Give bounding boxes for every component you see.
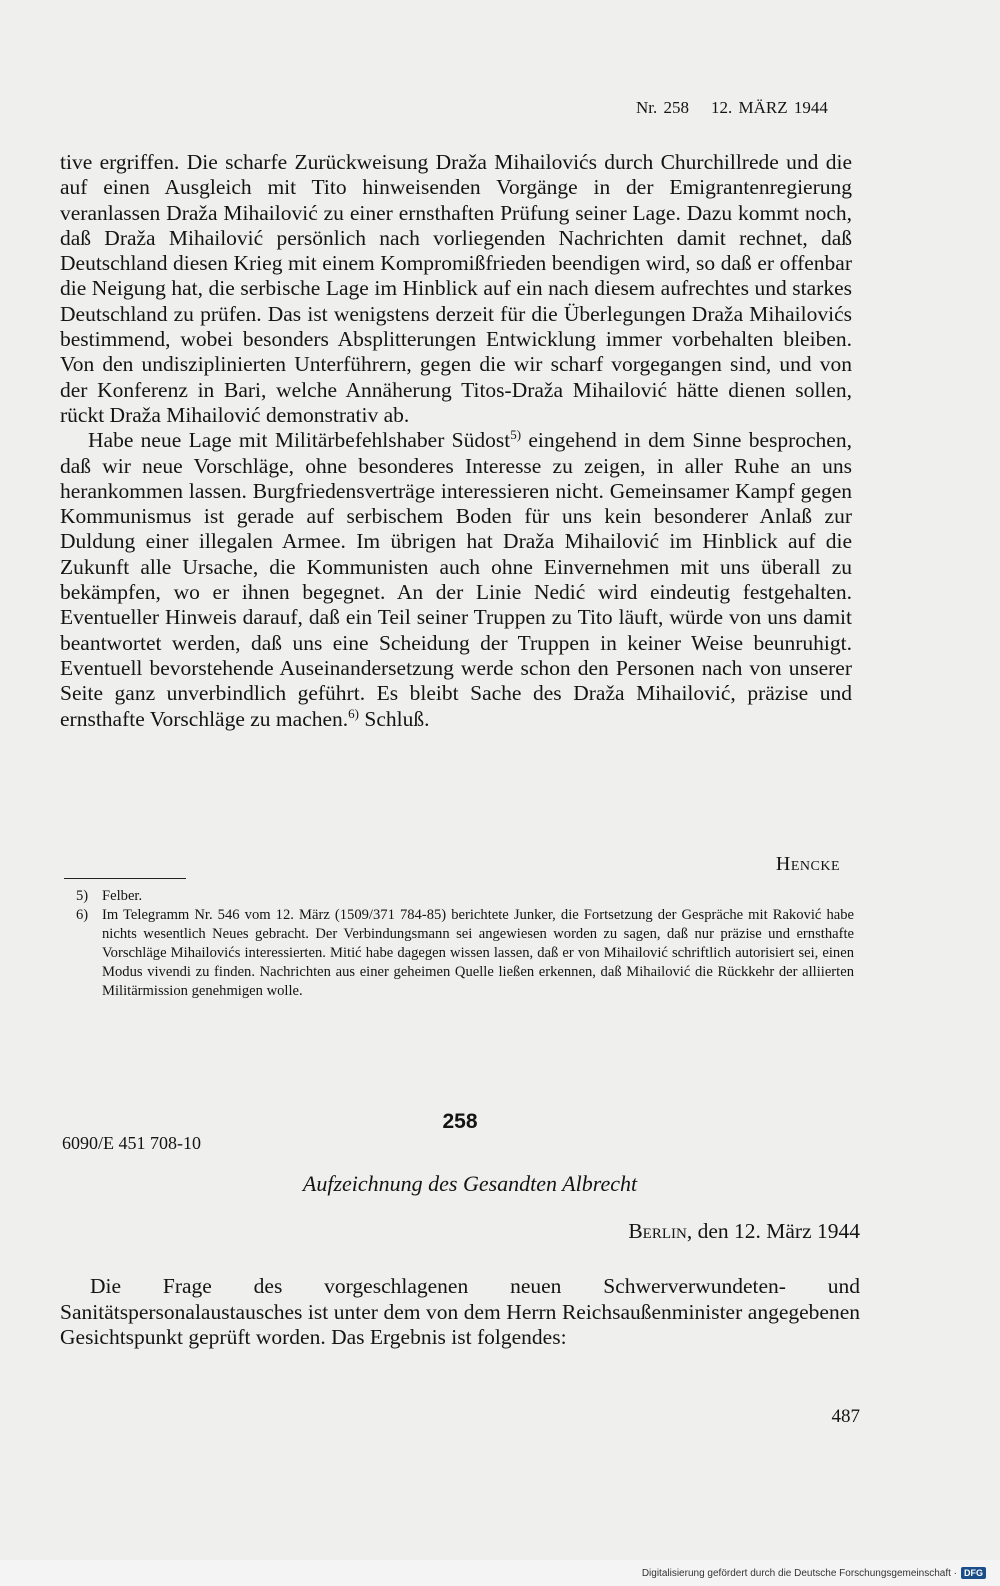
footnotes [76,887,854,1001]
date: , den 12. März 1944 [686,1219,860,1243]
paragraph [60,428,852,732]
footnote-divider [64,878,186,879]
footnote-ref[interactable]: 5) [510,427,522,443]
header-doc-ref: Nr. 258 [636,98,689,117]
footnote-text: Im Telegramm Nr. 546 vom 12. März (1509/371 784-85) berichtete Junker, die Fortsetzung der Gespräche mit Raković habe nichts wesentlich Neues gebracht. Der Verbindungsmann sei angewiesen worden zu sagen, daß nur präzise und ernsthafte Vorschläge Mihailovićs interessierten. Mitić habe dagegen wissen lassen, daß er von Mihailović schriftlich autorisiert sei, einen Modus vivendi zu finden. Nachrichten aus einer geheimen Quelle ließen erkennen, daß Mihailović die Rückkehr der alliierten Militärmission genehmigen wolle. [102,907,854,999]
dfg-logo-icon[interactable]: DFG [961,1567,986,1579]
running-header [636,98,846,118]
paragraph-text: Schluß. [359,706,430,731]
archive-reference: 6090/E 451 708-10 [62,1133,201,1153]
footnote-mark: 6) [76,907,89,923]
document-body [60,1274,860,1351]
paragraph-text: eingehend in dem Sinne besprochen, daß wir neue Vorschläge, ohne besonderes Interesse zu zeigen, in aller Ruhe an uns herankommen lassen. Burgfriedensverträge interessieren nicht. Gemeinsamer Kampf gegen Kommunismus ist gerade auf serbischem Boden für uns kein besonderer Anlaß zur Duldung einer illegalen Armee. Im übrigen hat Draža Mihailović im Hinblick auf die Zukunft alle Ursache, die Kommunisten auch ohne Einvernehmen mit uns überall zu bekämpfen, wo er ihnen begegnet. An der Linie Nedić wird eindeutig festgehalten. Eventueller Hinweis darauf, daß ein Teil seiner Truppen zu Tito läuft, würde von uns damit beantwortet werden, daß uns eine Scheidung der Truppen in keiner Weise beunruhigt. Eventuell bevorstehende Auseinandersetzung werde schon den Personen nach von unserer Seite ganz unverbindlich geführt. Es bleibt Sache des Draža Mihailović, präzise und ernsthafte Vorschläge zu machen. [60,428,852,731]
footnote [76,906,854,1001]
page-number: 487 [831,1406,860,1427]
digitization-footer [0,1560,1000,1586]
place-date-line [628,1219,860,1244]
document-number: 258 [442,1110,478,1133]
document-title: Aufzeichnung des Gesandten Albrecht [302,1171,638,1196]
paragraph: tive ergriffen. Die scharfe Zurückweisung Draža Mihailovićs durch Churchillrede und die auf einen Ausgleich mit Tito hinweisenden Vorgänge in der Emigrantenregierung veranlassen Draža Mihailović zu einer ernsthaften Prüfung seiner Lage. Dazu kommt noch, daß Draža Mihailović persönlich nach vorliegenden Nachrichten damit rechnet, daß Deutschland diesen Krieg mit einem Kompromißfrieden beendigen wird, so daß er offenbar die Neigung hat, die serbische Lage im Hinblick auf ein nach diesem aufrechtes und starkes Deutschland zu prüfen. Das ist wenigstens derzeit für die Überlegungen Draža Mihailovićs bestimmend, wobei besonders Absplitterungen Entwicklung immer vorbehalten bleiben. Von den undisziplinierten Unterführern, gegen die wir scharf vorgegangen sind, und von der Konferenz in Bari, welche Annäherung Titos-Draža Mihailović hätte dienen sollen, rückt Draža Mihailović demonstrativ ab. [60,150,852,427]
place: Berlin [628,1219,687,1243]
paragraph: Die Frage des vorgeschlagenen neuen Schwerverwundeten- und Sanitätspersonalaustausches ist unter dem von dem Herrn Reichsaußenminister angegebenen Gesichtspunkt geprüft worden. Das Ergebnis ist folgendes: [60,1274,860,1349]
body-text [60,150,852,732]
paragraph-text: Habe neue Lage mit Militärbefehlshaber Südost [88,428,511,453]
footnote-mark: 5) [76,888,89,904]
footnote [76,887,854,906]
signature: Hencke [775,853,840,875]
footnote-ref[interactable]: 6) [348,705,359,721]
footnote-text: Felber. [102,888,143,904]
header-date: 12. MÄRZ 1944 [711,98,828,117]
funding-credit: Digitalisierung gefördert durch die Deutsche Forschungsgemeinschaft · [641,1567,957,1579]
